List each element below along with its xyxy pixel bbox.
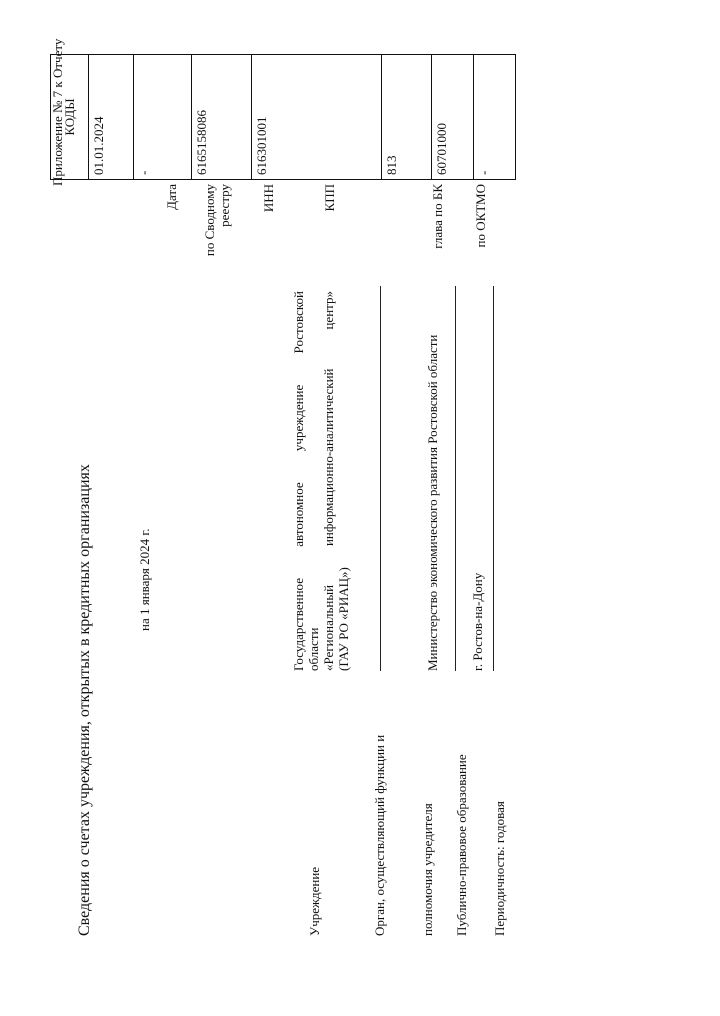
code-label-registry — [202, 184, 232, 280]
founder-value: Министерство экономического развития Ростовской области — [425, 334, 440, 671]
institution-label: Учреждение — [307, 866, 322, 936]
institution-value-line3: «Региональный информационно-аналитический центр» — [321, 291, 336, 671]
code-label-date: Дата — [164, 184, 179, 210]
institution-value-line2: области — [306, 627, 321, 671]
code-value-inn: 6165158086 — [192, 55, 252, 180]
founder-label-line2: полномочия учредителя — [420, 803, 435, 936]
code-label-registry-line2: реестру — [217, 184, 232, 227]
code-label-inn: ИНН — [261, 184, 276, 213]
code-label-registry-line1: по Сводному — [202, 184, 217, 257]
code-value-kpp: 616301001 — [252, 55, 382, 180]
appendix-note: Приложение № 7 к Отчету — [50, 38, 65, 186]
institution-value-line4: (ГАУ РО «РИАЦ») — [336, 567, 351, 671]
code-value-bk: 813 — [382, 55, 432, 180]
codes-table — [50, 54, 516, 180]
founder-label-line1: Орган, осуществляющий функции и — [372, 734, 387, 936]
periodicity-label: Периодичность: годовая — [492, 801, 507, 936]
document-title: Сведения о счетах учреждения, открытых в кредитных организациях — [76, 464, 93, 936]
code-value-extra: - — [474, 55, 516, 180]
report-date-line: на 1 января 2024 г. — [137, 528, 152, 631]
code-label-kpp: КПП — [322, 184, 337, 212]
municipality-underline — [493, 286, 494, 671]
institution-underline — [380, 286, 381, 671]
founder-underline — [455, 286, 456, 671]
institution-value-line1: Государственное автономное учреждение Ростовской — [291, 291, 306, 671]
code-value-oktmo: 60701000 — [432, 55, 474, 180]
code-value-date: 01.01.2024 — [89, 55, 134, 180]
code-label-oktmo: по ОКТМО — [473, 184, 488, 248]
municipality-value: г. Ростов-на-Дону — [470, 572, 485, 671]
institution-value — [291, 291, 351, 671]
codes-header: КОДЫ — [51, 55, 89, 180]
municipality-label: Публично-правовое образование — [454, 754, 469, 936]
code-value-registry: - — [134, 55, 192, 180]
code-label-bk: глава по БК — [430, 184, 445, 249]
